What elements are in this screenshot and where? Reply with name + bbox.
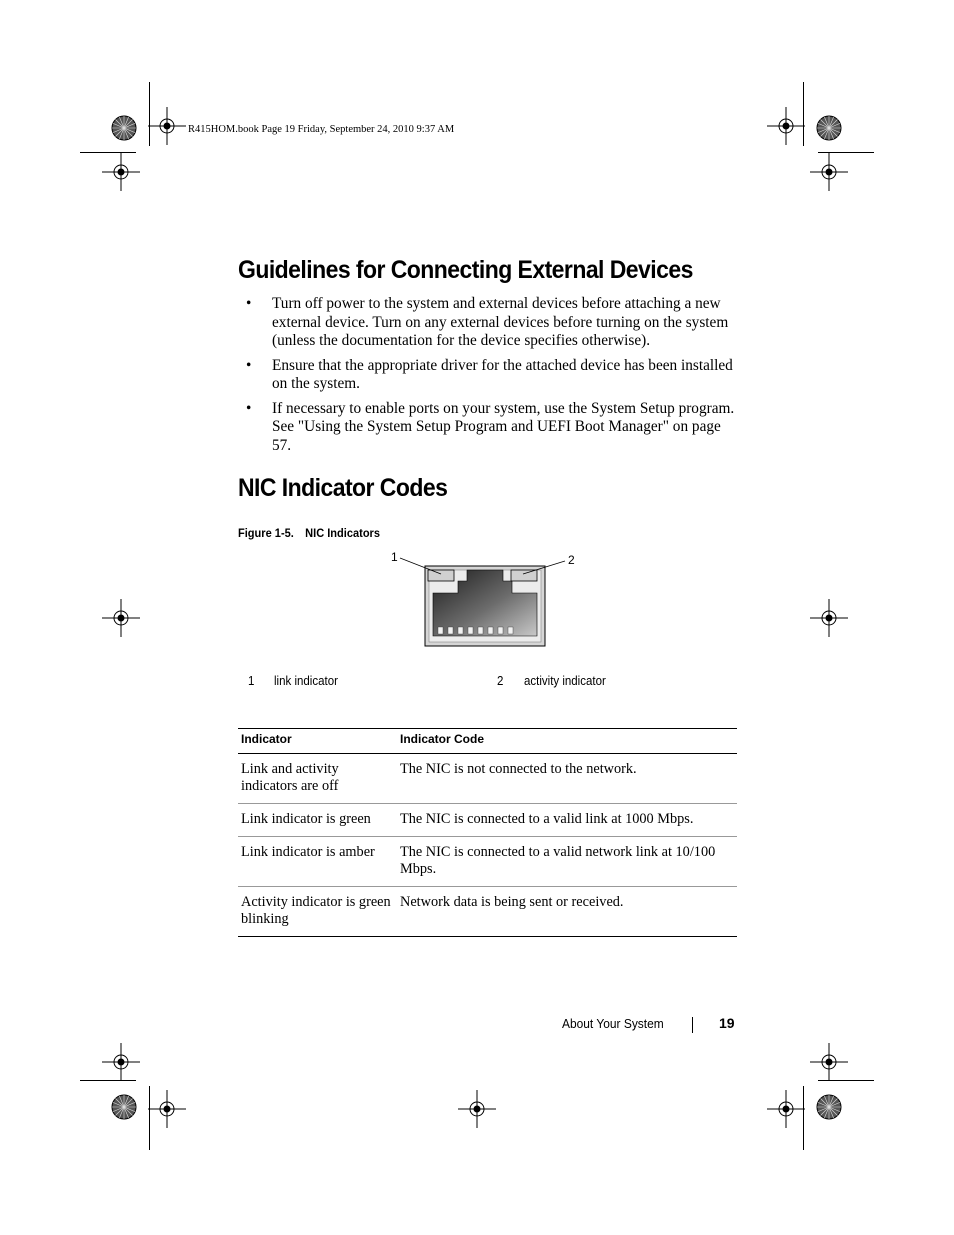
- table-header-row: [238, 729, 737, 754]
- list-item: • If necessary to enable ports on your system, use the System Setup program. See "Using the System Setup Program and UEFI Boot Manager" on page 57.: [246, 399, 735, 454]
- legend-1-number: 1: [248, 674, 255, 688]
- figure-title: NIC Indicators: [305, 526, 381, 540]
- registration-mark-icon: [767, 107, 805, 145]
- legend-2-number: 2: [497, 674, 504, 688]
- callout-2-label: 2: [568, 553, 575, 567]
- footer-section-name: About Your System: [562, 1016, 664, 1031]
- table-cell: Link indicator is amber: [238, 837, 397, 887]
- book-header-info: R415HOM.book Page 19 Friday, September 24, 2010 9:37 AM: [188, 124, 455, 135]
- activity-indicator-led: [511, 570, 537, 581]
- list-item: • Turn off power to the system and external devices before attaching a new external device. Turn on any external devices before turning on the system (unless the documentation for the device specifies otherwise).: [246, 295, 729, 349]
- link-indicator-led: [428, 570, 454, 581]
- table-row: [238, 837, 737, 887]
- table-row: [238, 804, 737, 837]
- star-target-icon: [112, 1095, 136, 1119]
- table-row: [238, 887, 737, 937]
- table-row: [238, 754, 737, 804]
- registration-mark-icon: [810, 153, 848, 191]
- registration-mark-icon: [810, 599, 848, 637]
- nic-indicator-codes-table: [238, 728, 737, 937]
- column-header-indicator: Indicator: [238, 729, 397, 754]
- figure-caption: [238, 526, 380, 540]
- table-cell: The NIC is connected to a valid network link at 10/100 Mbps.: [397, 837, 737, 887]
- section-title-guidelines: Guidelines for Connecting External Devices: [238, 256, 693, 284]
- bullet-icon: •: [246, 356, 252, 374]
- registration-mark-icon: [148, 1090, 186, 1128]
- bullet-icon: •: [246, 399, 252, 417]
- star-target-icon: [112, 116, 136, 140]
- page-number: 19: [719, 1015, 735, 1031]
- table-cell: The NIC is not connected to the network.: [397, 754, 737, 804]
- registration-mark-icon: [148, 107, 186, 145]
- table-cell: The NIC is connected to a valid link at 1000 Mbps.: [397, 804, 737, 837]
- figure-number: Figure 1-5.: [238, 526, 294, 540]
- registration-mark-icon: [810, 1043, 848, 1081]
- section-title-nic-codes: NIC Indicator Codes: [238, 474, 448, 502]
- registration-mark-icon: [102, 1043, 140, 1081]
- column-header-indicator-code: Indicator Code: [397, 729, 737, 754]
- nic-port-illustration: [385, 546, 585, 656]
- legend-2-label: activity indicator: [524, 674, 606, 688]
- registration-mark-icon: [458, 1090, 496, 1128]
- list-item: • Ensure that the appropriate driver for the attached device has been installed on the system.: [246, 356, 733, 392]
- star-target-icon: [817, 116, 841, 140]
- table-cell: Link and activity indicators are off: [238, 754, 397, 804]
- callout-1-label: 1: [391, 550, 398, 564]
- table-cell: Link indicator is green: [238, 804, 397, 837]
- registration-mark-icon: [102, 153, 140, 191]
- star-target-icon: [817, 1095, 841, 1119]
- registration-mark-icon: [102, 599, 140, 637]
- table-cell: Network data is being sent or received.: [397, 887, 737, 937]
- footer-divider: [692, 1017, 693, 1033]
- guidelines-bullet-list: [246, 295, 738, 461]
- bullet-icon: •: [246, 295, 252, 312]
- table-cell: Activity indicator is green blinking: [238, 887, 397, 937]
- registration-mark-icon: [767, 1090, 805, 1128]
- legend-1-label: link indicator: [274, 674, 338, 688]
